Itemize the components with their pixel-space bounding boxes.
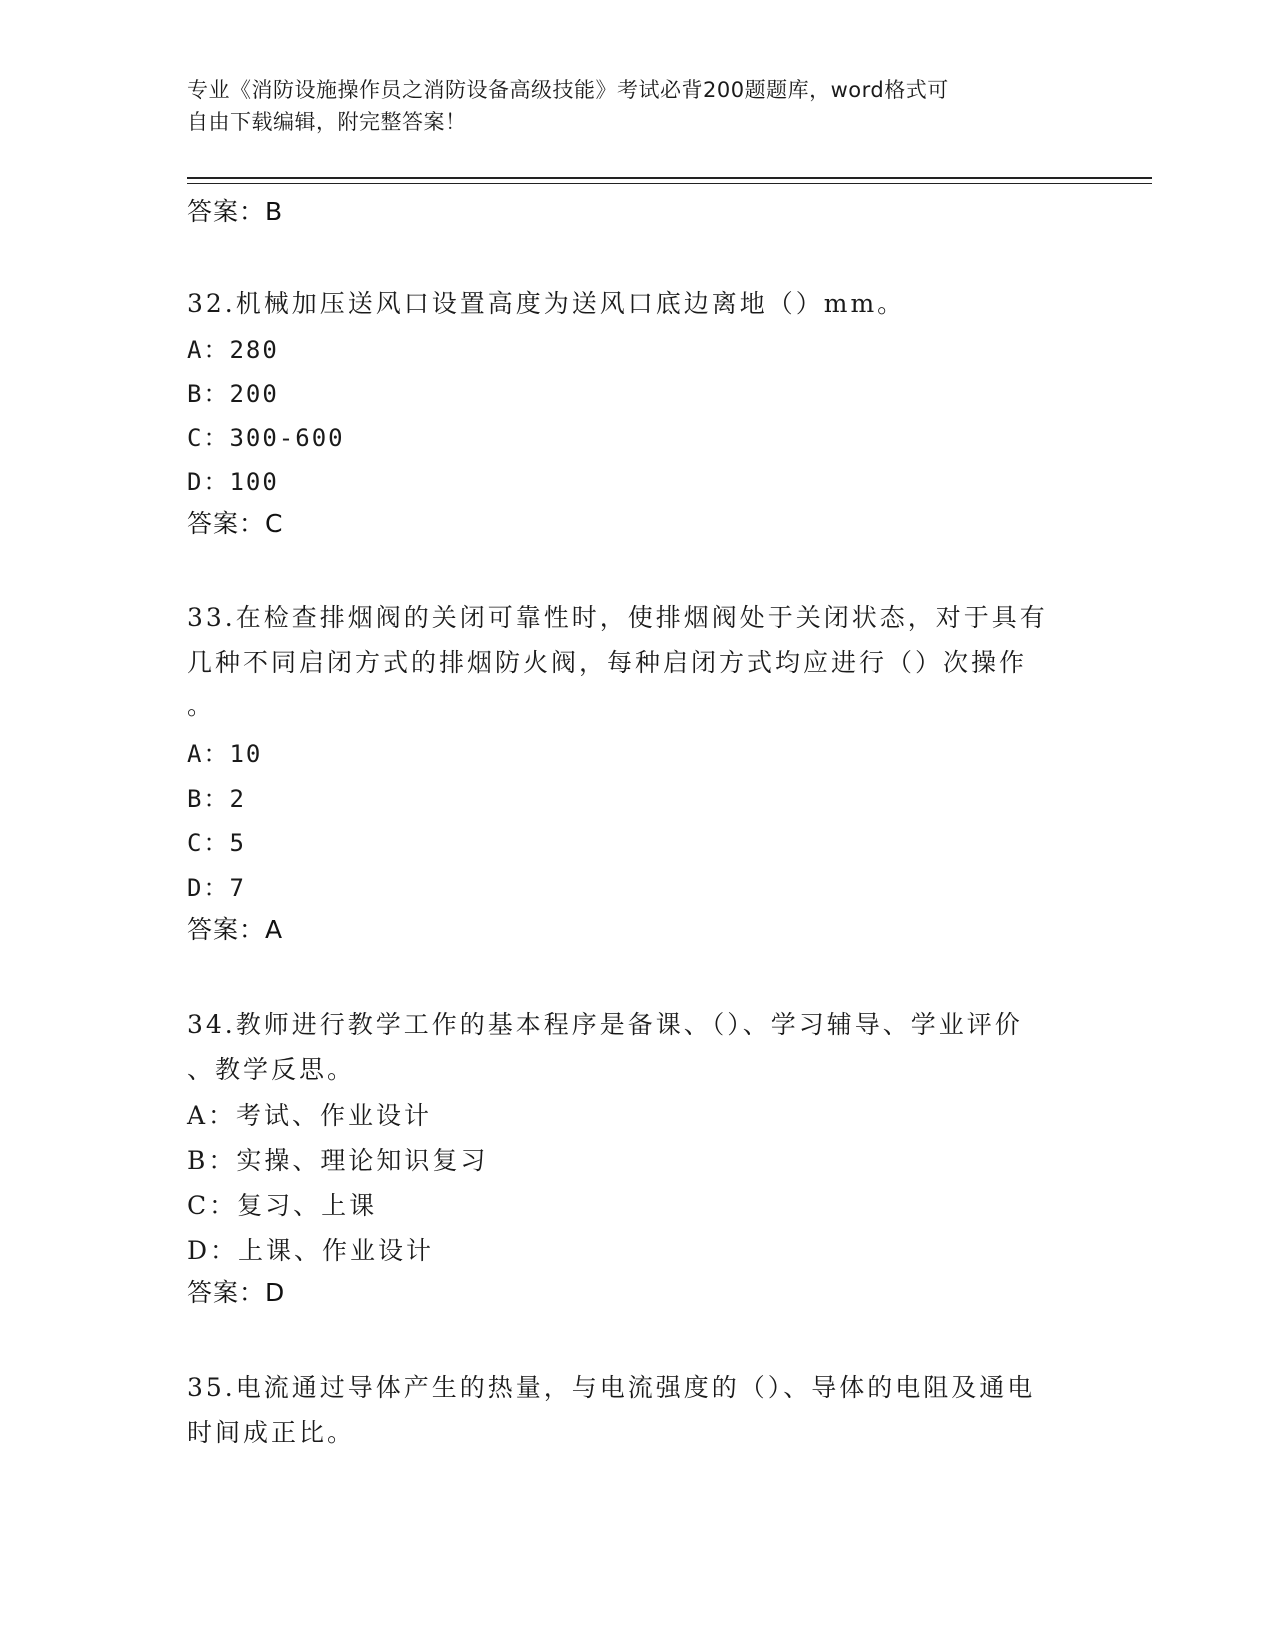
question-33-option-d: D：7 — [187, 874, 246, 902]
question-34-answer: 答案：D — [187, 1278, 286, 1307]
question-34-option-b: B：实操、理论知识复习 — [187, 1146, 489, 1175]
header-divider-thick — [187, 177, 1152, 179]
question-35-stem-line-1: 35.电流通过导体产生的热量，与电流强度的（）、导体的电阻及通电 — [187, 1373, 1036, 1402]
question-32-answer: 答案：C — [187, 509, 284, 538]
question-32-option-d: D：100 — [187, 468, 279, 496]
question-32-option-a: A：280 — [187, 336, 279, 364]
question-32-stem: 32.机械加压送风口设置高度为送风口底边离地（）mm。 — [187, 289, 906, 318]
header-line-1: 专业《消防设施操作员之消防设备高级技能》考试必背200题题库，word格式可 — [187, 78, 949, 102]
header-divider-thin — [187, 183, 1152, 184]
question-34-stem-line-2: 、教学反思。 — [187, 1055, 356, 1084]
question-33-option-a: A：10 — [187, 740, 263, 768]
question-32-option-c: C：300-600 — [187, 424, 345, 452]
question-33-answer: 答案：A — [187, 915, 284, 944]
question-33-stem-line-1: 33.在检查排烟阀的关闭可靠性时，使排烟阀处于关闭状态，对于具有 — [187, 603, 1048, 632]
question-34-stem-line-1: 34.教师进行教学工作的基本程序是备课、（）、学习辅导、学业评价 — [187, 1010, 1023, 1039]
question-33-stem-line-3: 。 — [187, 691, 216, 720]
question-34-option-a: A：考试、作业设计 — [187, 1101, 433, 1130]
page-header — [187, 74, 1087, 138]
question-33-option-c: C：5 — [187, 829, 246, 857]
question-35-stem-line-2: 时间成正比。 — [187, 1418, 356, 1447]
previous-answer: 答案：B — [187, 197, 284, 226]
question-32-option-b: B：200 — [187, 380, 279, 408]
header-line-2: 自由下载编辑，附完整答案！ — [187, 110, 467, 134]
question-34-option-d: D：上课、作业设计 — [187, 1236, 435, 1265]
question-33-stem-line-2: 几种不同启闭方式的排烟防火阀，每种启闭方式均应进行（）次操作 — [187, 648, 1028, 677]
question-33-option-b: B：2 — [187, 785, 246, 813]
question-34-option-c: C：复习、上课 — [187, 1191, 378, 1220]
